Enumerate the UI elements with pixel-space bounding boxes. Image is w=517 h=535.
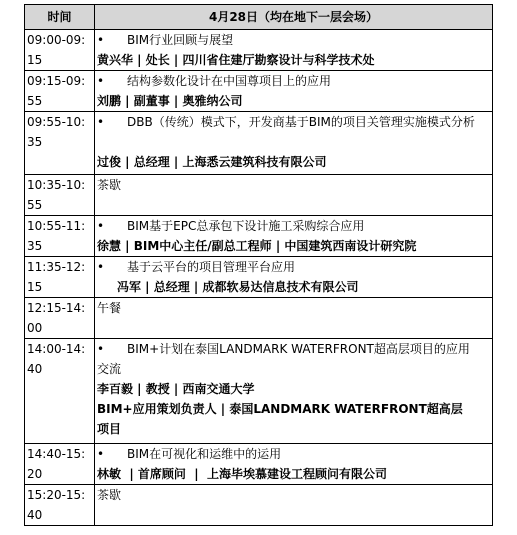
content-cell bbox=[95, 112, 493, 175]
bullet-icon: • bbox=[97, 447, 105, 461]
speaker-info: 林敏 | 首席顾问 | 上海毕埃慕建设工程顾问有限公司 bbox=[97, 467, 388, 481]
time-cell: 15:20-15:40 bbox=[25, 485, 95, 526]
schedule-row bbox=[25, 30, 493, 71]
schedule-row bbox=[25, 257, 493, 298]
talk-topic: BIM在可视化和运维中的运用 bbox=[127, 447, 282, 461]
break-cell bbox=[95, 298, 493, 339]
time-cell: 11:35-12:15 bbox=[25, 257, 95, 298]
speaker-info: 李百毅 | 教授 | 西南交通大学 bbox=[97, 382, 255, 396]
schedule-table bbox=[24, 4, 493, 526]
content-column-header: 4月28日（均在地下一层会场） bbox=[95, 5, 493, 30]
time-cell: 14:40-15:20 bbox=[25, 444, 95, 485]
topic-line bbox=[97, 339, 490, 359]
time-cell: 10:55-11:35 bbox=[25, 216, 95, 257]
break-label: 茶歇 bbox=[97, 178, 122, 192]
talk-topic: DBB（传统）模式下，开发商基于BIM的项目关管理实施模式分析 bbox=[127, 115, 475, 129]
speaker-info: 刘鹏 | 副董事 | 奥雅纳公司 bbox=[97, 94, 243, 108]
topic-line bbox=[97, 257, 490, 277]
break-label: 茶歇 bbox=[97, 488, 122, 502]
blank-line bbox=[97, 132, 490, 152]
bullet-icon: • bbox=[97, 219, 105, 233]
content-cell bbox=[95, 30, 493, 71]
topic-line bbox=[97, 216, 490, 236]
talk-topic: 基于云平台的项目管理平台应用 bbox=[127, 260, 296, 274]
content-cell bbox=[95, 216, 493, 257]
time-cell: 14:00-14:40 bbox=[25, 339, 95, 444]
topic-line bbox=[97, 30, 490, 50]
schedule-row bbox=[25, 339, 493, 444]
bullet-icon: • bbox=[97, 115, 105, 129]
schedule-row bbox=[25, 444, 493, 485]
bullet-icon: • bbox=[97, 342, 105, 356]
time-cell: 09:00-09:15 bbox=[25, 30, 95, 71]
break-cell bbox=[95, 175, 493, 216]
time-column-header: 时间 bbox=[25, 5, 95, 30]
speaker-info: 冯军 | 总经理 | 成都软易达信息技术有限公司 bbox=[117, 280, 359, 294]
talk-topic: BIM行业回顾与展望 bbox=[127, 33, 234, 47]
schedule-row bbox=[25, 485, 493, 526]
talk-topic: 结构参数化设计在中国尊项目上的应用 bbox=[127, 74, 332, 88]
schedule-row bbox=[25, 175, 493, 216]
speaker-role-info: BIM+应用策划负责人 | 泰国LANDMARK WATERFRONT超高层 bbox=[97, 402, 463, 416]
bullet-icon: • bbox=[97, 33, 105, 47]
speaker-info: 徐慧 | BIM中心主任/副总工程师 | 中国建筑西南设计研究院 bbox=[97, 239, 417, 253]
topic-line bbox=[97, 444, 490, 464]
content-cell bbox=[95, 257, 493, 298]
bullet-icon: • bbox=[97, 74, 105, 88]
bullet-icon: • bbox=[97, 260, 105, 274]
time-cell: 10:35-10:55 bbox=[25, 175, 95, 216]
talk-topic: BIM基于EPC总承包下设计施工采购综合应用 bbox=[127, 219, 365, 233]
time-cell: 09:15-09:55 bbox=[25, 71, 95, 112]
content-cell bbox=[95, 339, 493, 444]
content-cell bbox=[95, 444, 493, 485]
speaker-info: 黄兴华 | 处长 | 四川省住建厅勘察设计与科学技术处 bbox=[97, 53, 375, 67]
content-cell bbox=[95, 71, 493, 112]
break-cell bbox=[95, 485, 493, 526]
schedule-row bbox=[25, 216, 493, 257]
talk-topic-continued: 交流 bbox=[97, 362, 122, 376]
break-label: 午餐 bbox=[97, 301, 122, 315]
schedule-row bbox=[25, 112, 493, 175]
speaker-role-continued: 项目 bbox=[97, 422, 122, 436]
schedule-row bbox=[25, 298, 493, 339]
time-cell: 12:15-14:00 bbox=[25, 298, 95, 339]
time-cell: 09:55-10:35 bbox=[25, 112, 95, 175]
topic-line bbox=[97, 112, 490, 132]
speaker-info: 过俊 | 总经理 | 上海悉云建筑科技有限公司 bbox=[97, 155, 327, 169]
topic-line bbox=[97, 71, 490, 91]
header-row bbox=[25, 5, 493, 30]
schedule-row bbox=[25, 71, 493, 112]
talk-topic: BIM+计划在泰国LANDMARK WATERFRONT超高层项目的应用 bbox=[127, 342, 470, 356]
